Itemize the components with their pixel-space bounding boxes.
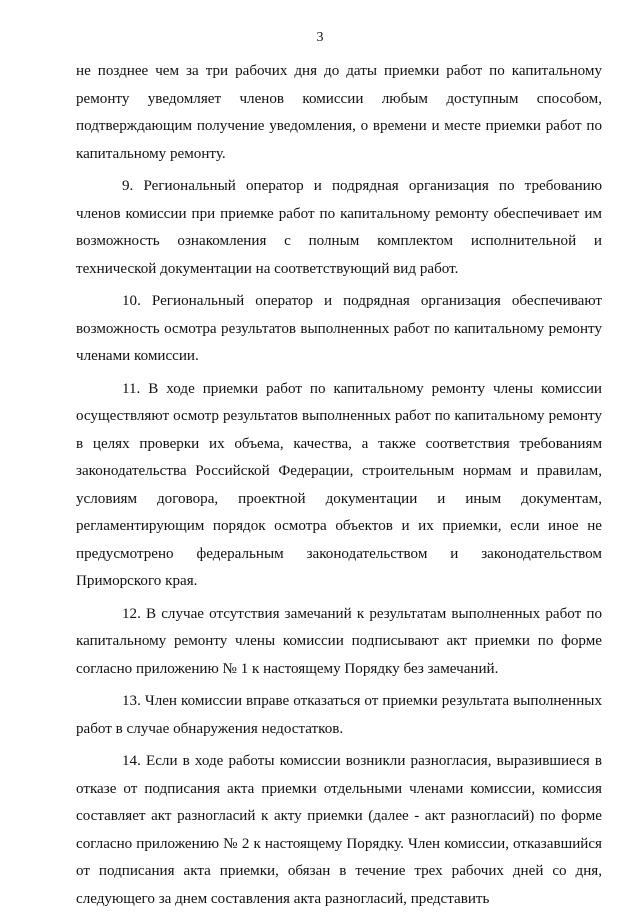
paragraph-11: 11. В ходе приемки работ по капитальному ремонту члены комиссии осуществляют осмотр результатов выполненных работ по капитальному ремонту в целях проверки их объема, качества, а также соответствия требованиям законодательства Российской Федерации, строительным нормам и правилам, условиям договора, проектной документации и иным документам, регламентирующим порядок осмотра объектов и их приемки, если иное не предусмотрено федеральным законодательством и законодательством Приморского края. <box>76 380 602 589</box>
paragraph-13: 13. Член комиссии вправе отказаться от приемки результата выполненных работ в случае обнаружения недостатков. <box>76 693 602 737</box>
page-number: 3 <box>316 30 324 45</box>
paragraph-12: 12. В случае отсутствия замечаний к результатам выполненных работ по капитальному ремонту члены комиссии подписывают акт приемки по форме согласно приложению № 1 к настоящему Порядку без замечаний. <box>76 605 602 677</box>
paragraph-continuation: не позднее чем за три рабочих дня до даты приемки работ по капитальному ремонту уведомляет членов комиссии любым доступным способом, подтверждающим получение уведомления, о времени и месте приемки работ по капитальному ремонту. <box>76 63 602 162</box>
paragraph-9: 9. Региональный оператор и подрядная организация по требованию членов комиссии при приемке работ по капитальному ремонту обеспечивает им возможность ознакомления с полным комплектом исполнительной и технической документации на соответствующий вид работ. <box>76 178 602 277</box>
document-body <box>76 58 602 918</box>
paragraph-10: 10. Региональный оператор и подрядная организация обеспечивают возможность осмотра результатов выполненных работ по капитальному ремонту членами комиссии. <box>76 293 602 364</box>
paragraph-14: 14. Если в ходе работы комиссии возникли разногласия, выразившиеся в отказе от подписания акта приемки отдельными членами комиссии, комиссия составляет акт разногласий к акту приемки (далее - акт разногласий) по форме согласно приложению № 2 к настоящему Порядку. Член комиссии, отказавшийся от подписания акта приемки, обязан в течение трех рабочих дней со дня, следующего за днем составления акта разногласий, представить <box>76 753 602 907</box>
